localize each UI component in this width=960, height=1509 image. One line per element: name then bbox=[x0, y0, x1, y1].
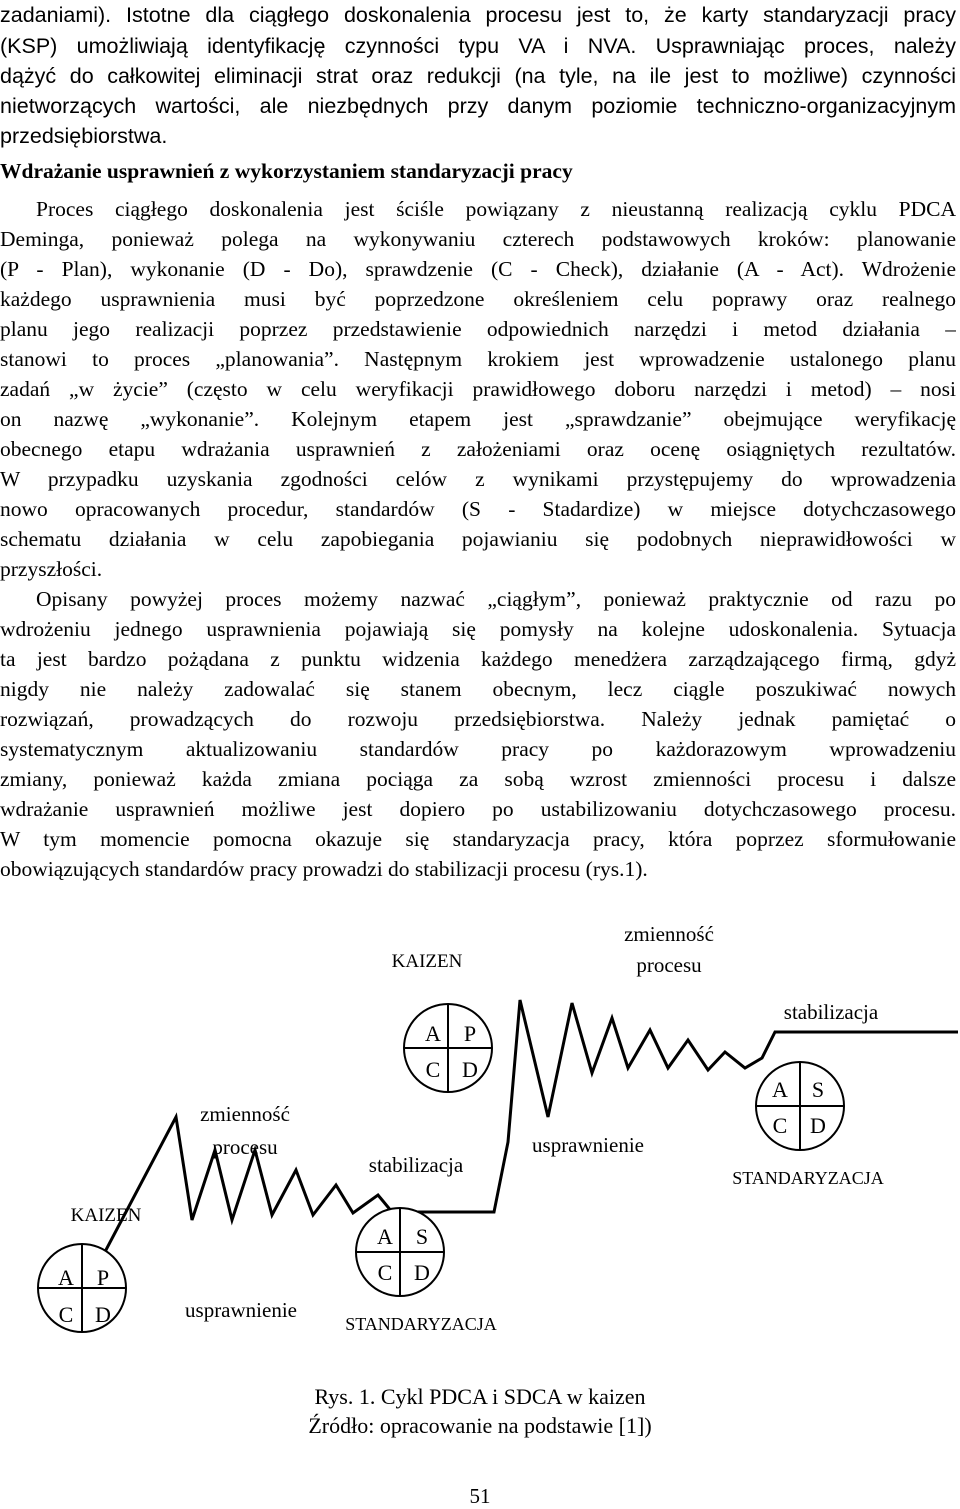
sdca1-s-label: S bbox=[415, 1224, 429, 1249]
pdca2-a-label: A bbox=[425, 1021, 441, 1046]
improvement-label-1: usprawnienie bbox=[185, 1298, 297, 1322]
figure-caption: Rys. 1. Cykl PDCA i SDCA w kaizen bbox=[314, 1384, 646, 1409]
sdca2-s-label: S bbox=[811, 1077, 825, 1102]
pdca1-p-label: P bbox=[96, 1265, 110, 1290]
standardization-label-1: STANDARYZACJA bbox=[345, 1314, 497, 1334]
para1-line-7: zadań „w życie” (często w celu weryfikacji prawidłowego doboru narzędzi i metod) – nosi bbox=[0, 377, 956, 401]
intro-line-2: (KSP) umożliwiają identyfikację czynności typu VA i NVA. Usprawniając proces, należy bbox=[0, 34, 956, 58]
para1-line-6: stanowi to proces „planowania”. Następnym krokiem jest wprowadzenie ustalonego planu bbox=[0, 347, 956, 371]
para1-line-3: (P - Plan), wykonanie (D - Do), sprawdzenie (C - Check), działanie (A - Act). Wdrożenie bbox=[0, 257, 956, 281]
standardization-label-2: STANDARYZACJA bbox=[732, 1168, 884, 1188]
pdca1-c-label: C bbox=[58, 1302, 74, 1327]
sdca2-c-label: C bbox=[772, 1113, 788, 1138]
para2-line-3: ta jest bardzo pożądana z punktu widzenia każdego menedżera zarządzającego firmą, gdyż bbox=[0, 647, 956, 671]
sdca-circle-1 bbox=[356, 1208, 444, 1296]
kaizen-label-1: KAIZEN bbox=[70, 1205, 142, 1226]
sdca1-a-label: A bbox=[377, 1224, 393, 1249]
pdca-circle-1 bbox=[38, 1244, 126, 1332]
sdca2-a-label: A bbox=[772, 1077, 788, 1102]
sdca-circle-2 bbox=[756, 1062, 844, 1150]
variability-label-1b: procesu bbox=[212, 1135, 278, 1159]
pdca1-a-label: A bbox=[58, 1265, 74, 1290]
pdca-circle-2 bbox=[404, 1004, 492, 1092]
para2-line-8: wdrażanie usprawnień możliwe jest dopiero po ustabilizowaniu dotychczasowego procesu. bbox=[0, 797, 956, 821]
para2-line-2: wdrożeniu jednego usprawnienia pojawiają się pomysły na kolejne udoskonalenia. Sytuacja bbox=[0, 617, 956, 641]
variability-label-1a: zmienność bbox=[200, 1102, 290, 1126]
para1-line-12: schematu działania w celu zapobiegania pojawianiu się podobnych nieprawidłowości w bbox=[0, 527, 956, 551]
pdca2-d-label: D bbox=[462, 1057, 478, 1082]
para2-line-10: obowiązujących standardów pracy prowadzi do stabilizacji procesu (rys.1). bbox=[0, 857, 648, 881]
para2-line-5: rozwiązań, prowadzących do rozwoju przedsiębiorstwa. Należy jednak pamiętać o bbox=[0, 707, 956, 731]
para2-line-7: zmiany, ponieważ każda zmiana pociąga za sobą wzrost zmienności procesu i dalsze bbox=[0, 767, 956, 791]
para1-line-11: nowo opracowanych procedur, standardów (S - Stadardize) w miejsce dotychczasowego bbox=[0, 497, 956, 521]
intro-line-5: przedsiębiorstwa. bbox=[0, 124, 168, 148]
para1-line-4: każdego usprawnienia musi być poprzedzone określeniem celu poprawy oraz realnego bbox=[0, 287, 956, 311]
sdca2-d-label: D bbox=[810, 1113, 826, 1138]
improvement-label-2: usprawnienie bbox=[532, 1133, 644, 1157]
pdca-sdca-diagram bbox=[0, 915, 960, 1355]
para2-line-6: systematycznym aktualizowaniu standardów pracy po każdorazowym wprowadzeniu bbox=[0, 737, 956, 761]
sdca1-d-label: D bbox=[414, 1260, 430, 1285]
para1-line-8: on nazwę „wykonanie”. Kolejnym etapem jest „sprawdzanie” obejmujące weryfikację bbox=[0, 407, 956, 431]
intro-line-4: nietworzących wartości, ale niezbędnych przy danym poziomie techniczno-organizacyjnym bbox=[0, 94, 956, 118]
para1-line-5: planu jego realizacji poprzez przedstawienie odpowiednich narzędzi i metod działania – bbox=[0, 317, 956, 341]
para2-line-9: W tym momencie pomocna okazuje się standaryzacja pracy, która poprzez sformułowanie bbox=[0, 827, 956, 851]
pdca2-p-label: P bbox=[463, 1021, 477, 1046]
variability-label-2b: procesu bbox=[636, 953, 702, 977]
intro-line-3: dążyć do całkowitej eliminacji strat oraz redukcji (na tyle, na ile jest to możliwe) czynności bbox=[0, 64, 956, 88]
para1-line-13: przyszłości. bbox=[0, 557, 103, 581]
stabilization-label-2: stabilizacja bbox=[783, 1000, 879, 1024]
figure-source: Źródło: opracowanie na podstawie [1]) bbox=[308, 1413, 652, 1438]
para1-line-10: W przypadku uzyskania zgodności celów z wynikami przystępujemy do wprowadzenia bbox=[0, 467, 956, 491]
para2-line-1: Opisany powyżej proces możemy nazwać „ciągłym”, ponieważ praktycznie od razu po bbox=[36, 587, 956, 611]
para1-line-2: Deminga, ponieważ polega na wykonywaniu czterech podstawowych kroków: planowanie bbox=[0, 227, 956, 251]
section-heading: Wdrażanie usprawnień z wykorzystaniem standaryzacji pracy bbox=[0, 159, 573, 183]
para1-line-1: Proces ciągłego doskonalenia jest ściśle powiązany z nieustanną realizacją cyklu PDCA bbox=[36, 197, 956, 221]
para1-line-9: obecnego etapu wdrażania usprawnień z założeniami oraz ocenę osiągniętych rezultatów. bbox=[0, 437, 956, 461]
process-curve bbox=[68, 1000, 958, 1322]
stabilization-label-1: stabilizacja bbox=[368, 1153, 464, 1177]
para2-line-4: nigdy nie należy zadowalać się stanem obecnym, lecz ciągle poszukiwać nowych bbox=[0, 677, 956, 701]
variability-label-2a: zmienność bbox=[624, 922, 714, 946]
kaizen-label-2: KAIZEN bbox=[391, 951, 463, 972]
sdca1-c-label: C bbox=[377, 1260, 393, 1285]
pdca-sdca-figure bbox=[0, 915, 960, 1355]
intro-line-1: zadaniami). Istotne dla ciągłego doskonalenia procesu jest to, że karty standaryzacji pracy bbox=[0, 3, 956, 27]
pdca2-c-label: C bbox=[425, 1057, 441, 1082]
page-number: 51 bbox=[469, 1484, 491, 1508]
pdca1-d-label: D bbox=[95, 1302, 111, 1327]
